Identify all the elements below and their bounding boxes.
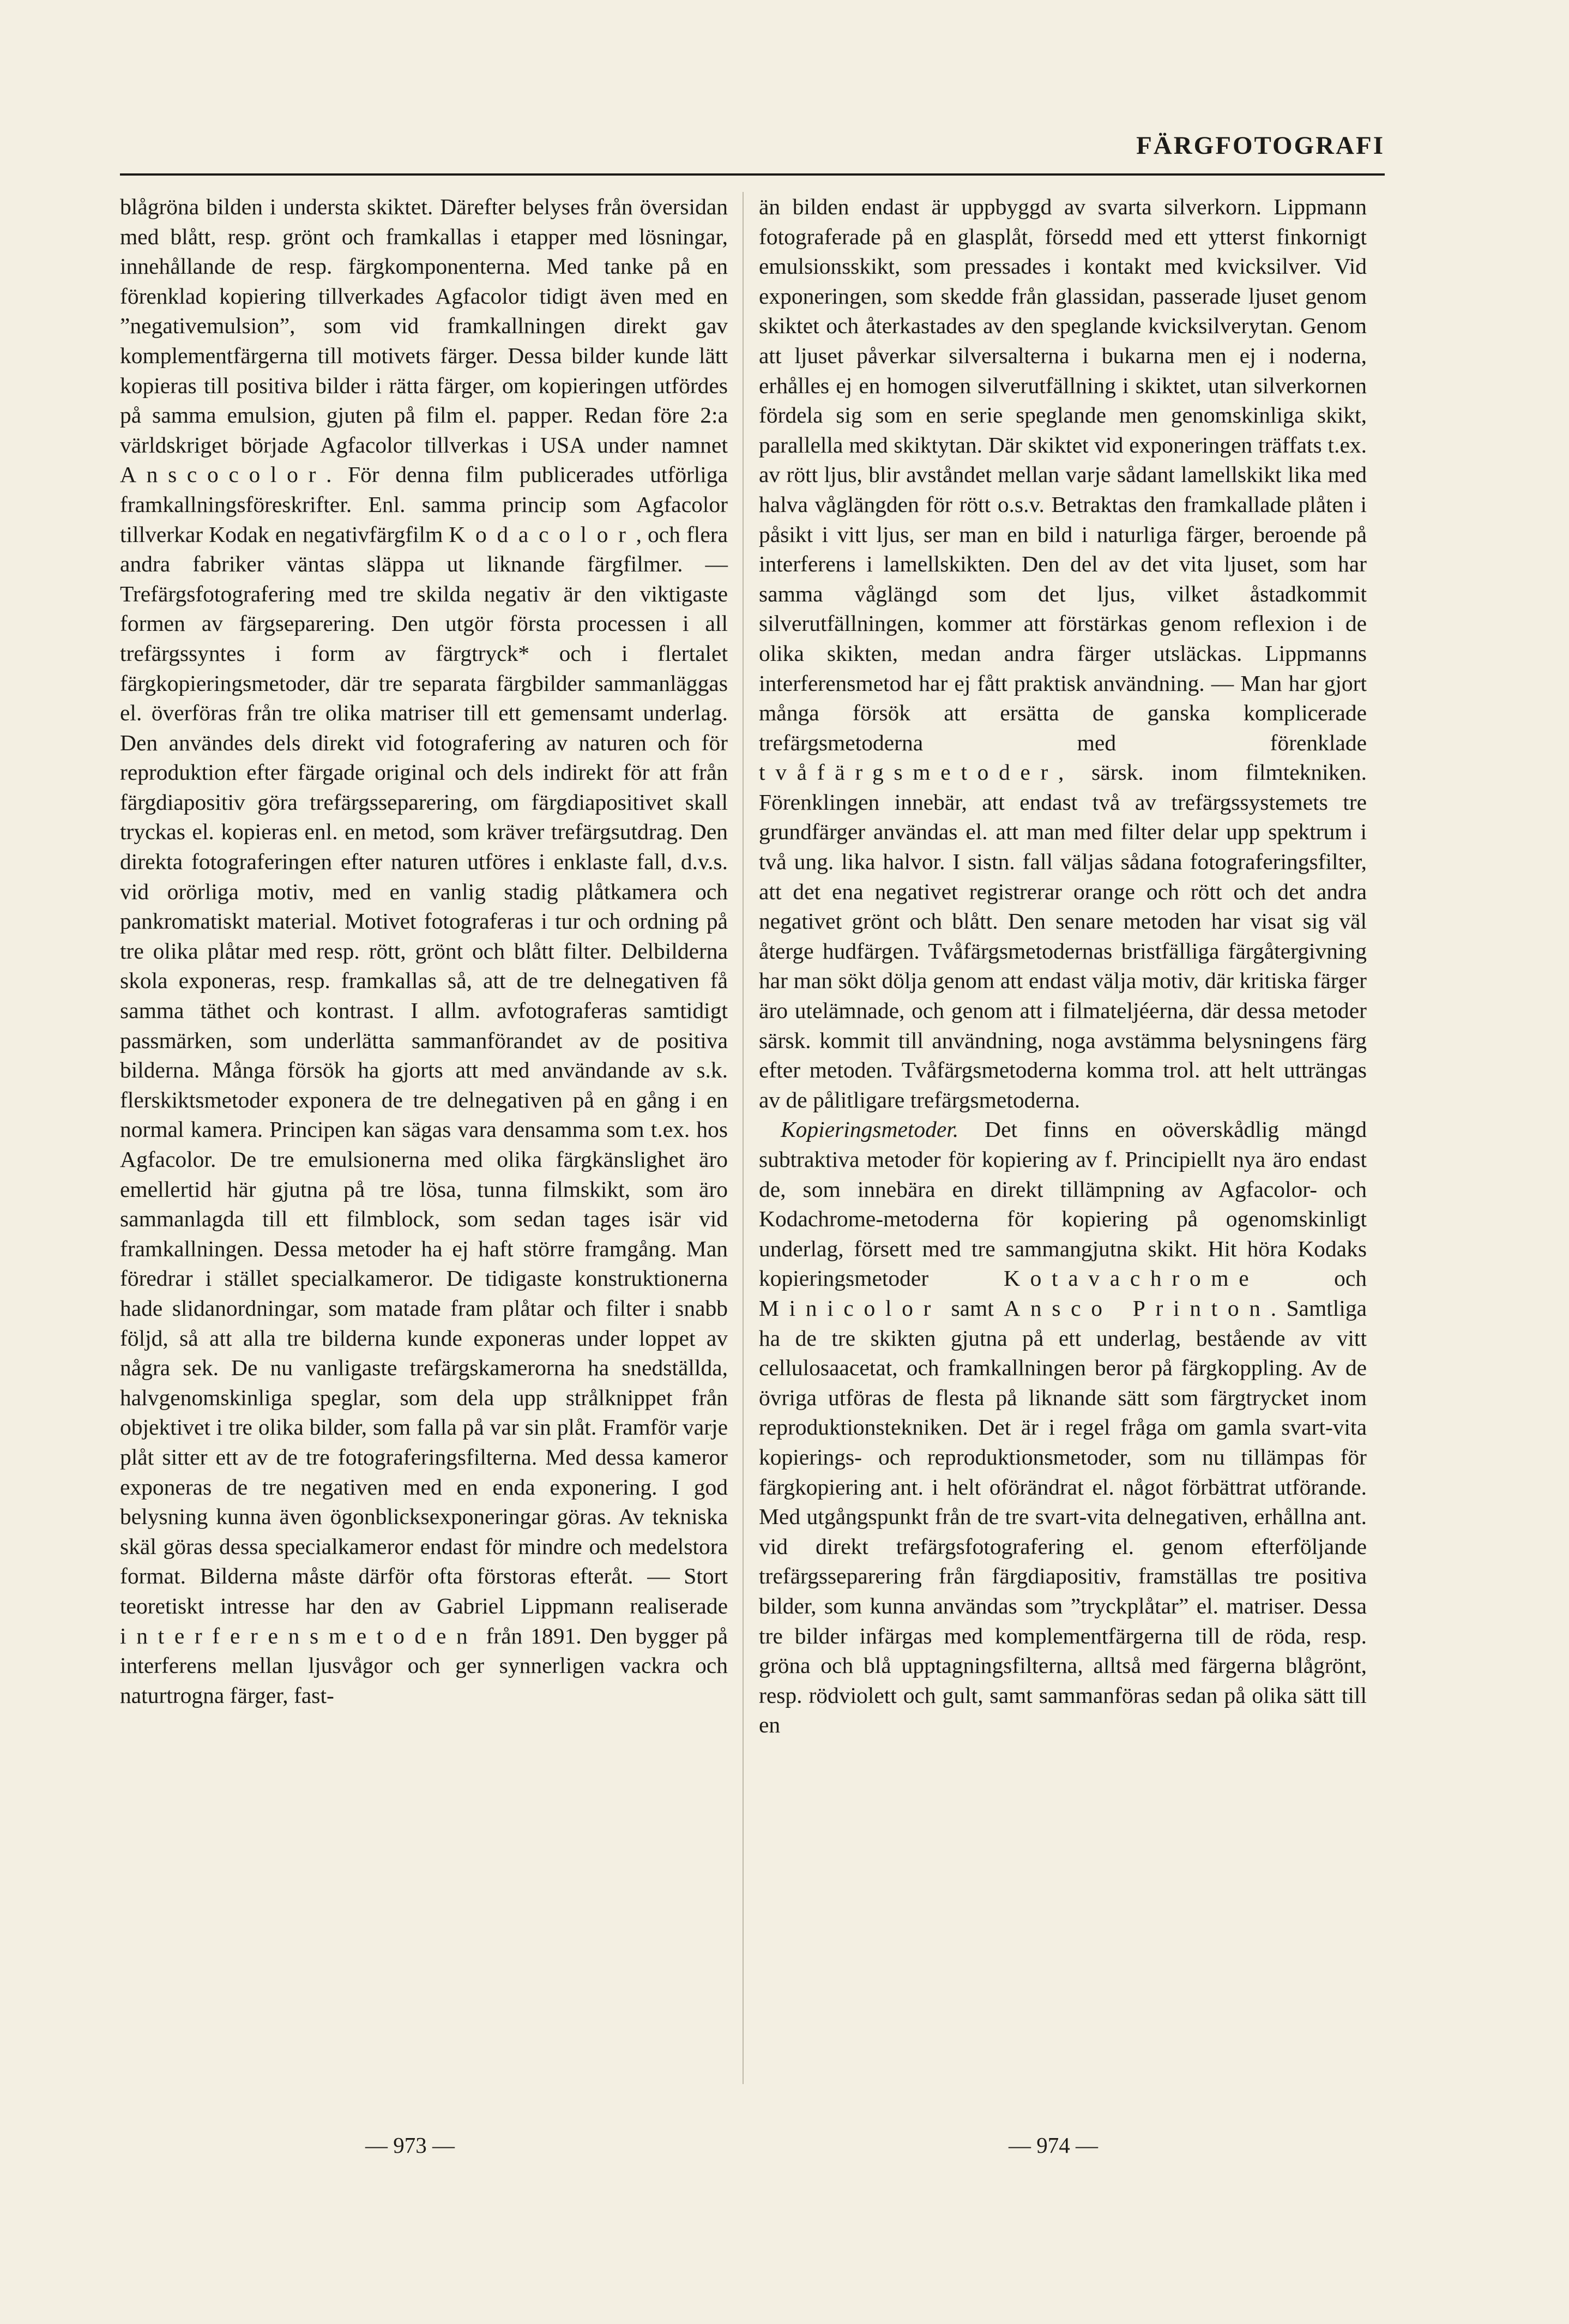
spaced-term-anscocolor: Anscocolor bbox=[120, 462, 327, 487]
running-header: FÄRGFOTOGRAFI bbox=[1136, 131, 1385, 160]
page-number-left: — 973 — bbox=[365, 2133, 455, 2158]
left-column bbox=[120, 192, 728, 1710]
spaced-term-minicolor: Minicolor bbox=[759, 1295, 942, 1321]
column-divider bbox=[743, 192, 744, 2084]
spaced-term-kotavachrome: Kotavachrome bbox=[1003, 1266, 1259, 1291]
spaced-term-kodacolor: Kodacolor bbox=[449, 521, 636, 547]
left-paragraph: blågröna bilden i understa skiktet. Därefter belyses från översidan med blått, resp. grönt och framkallas i etapper med lösningar, innehållande de resp. färgkomponenterna. Med tanke på en förenklad kopiering tillverkades Agfacolor tidigt även med en ”negativemulsion”, som vid framkallningen direkt gav komplementfärgerna till motivets färger. Dessa bilder kunde lätt kopieras till positiva bilder i rätta färger, om kopieringen utfördes på samma emulsion, gjuten på film el. papper. Redan före 2:a världskriget började Agfacolor tillverkas i USA under namnet Anscocolor. För denna film publicerades utförliga framkallningsföreskrifter. Enl. samma princip som Agfacolor tillverkar Kodak en negativfärgfilm Kodacolor, och flera andra fabriker väntas släppa ut liknande färgfilmer. — Trefärgsfotografering med tre skilda negativ är den viktigaste formen av färgseparering. Den utgör första processen i all trefärgssyntes i form av färgtryck* och i flertalet färgkopieringsmetoder, där tre separata färgbilder sammanläggas el. överföras från tre olika matriser till ett gemensamt underlag. Den användes dels direkt vid fotografering av naturen och för reproduktion efter färgade original och dels indirekt för att från färgdiapositiv göra trefärgsseparering, om färgdiapositivet skall tryckas el. kopieras enl. en metod, som kräver trefärgsutdrag. Den direkta fotograferingen efter naturen utföres i enklaste fall, d.v.s. vid orörliga motiv, med en vanlig stadig plåtkamera och pankromatiskt material. Motivet fotograferas i tur och ordning på tre olika plåtar med resp. rött, grönt och blått filter. Delbilderna skola exponeras, resp. framkallas så, att de tre delnegativen få samma täthet och kontrast. I allm. avfotograferas samtidigt passmärken, som underlätta sammanförandet av de positiva bilderna. Många försök ha gjorts att med användande av s.k. flerskiktsmetoder exponera de tre delnegativen på en gång i en normal kamera. Principen kan sägas vara densamma som t.ex. hos Agfacolor. De tre emulsionerna med olika färgkänslighet äro emellertid här gjutna på tre lösa, tunna filmskikt, som äro sammanlagda till ett filmblock, som sedan tages isär vid framkallningen. Dessa metoder ha ej haft större framgång. Man föredrar i stället specialkameror. De tidigaste konstruktionerna hade slidanordningar, som matade fram plåtar och filter i snabb följd, så att alla tre bilderna kunde exponeras under loppet av några sek. De nu vanligaste trefärgskamerorna ha snedställda, halvgenomskinliga speglar, som dela upp strålknippet från objektivet i tre olika bilder, som falla på var sin plåt. Framför varje plåt sitter ett av de tre fotograferingsfilterna. Med dessa kameror exponeras de tre negativen med en enda exponering. I god belysning kunna även ögonblicksexponeringar göras. Av tekniska skäl göras dessa specialkameror endast för mindre och medelstora format. Bilderna måste därför ofta förstoras efteråt. — Stort teoretiskt intresse har den av Gabriel Lippmann realiserade interferensmetoden från 1891. Den bygger på interferens mellan ljusvågor och ger synnerligen vackra och naturtrogna färger, fast- bbox=[120, 194, 728, 1708]
right-column bbox=[759, 192, 1367, 1740]
section-heading-kopieringsmetoder: Kopieringsmetoder. bbox=[781, 1117, 959, 1142]
right-paragraph-2: Kopieringsmetoder. Det finns en oöverskådlig mängd subtraktiva metoder för kopiering av f. Principiellt nya äro endast de, som innebära en direkt tillämpning av Agfacolor- och Kodachrome-metoderna för kopiering på ogenomskinligt underlag, försett med tre sammangjutna skikt. Hit höra Kodaks kopieringsmetoder Kotavachrome och Minicolor samt Ansco Printon. Samtliga ha de tre skikten gjutna på ett underlag, bestående av vitt cellulosaacetat, och framkallningen beror på färgkoppling. Av de övriga utföras de flesta på liknande sätt som färgtrycket inom reproduktionstekniken. Det är i regel fråga om gamla svart-vita kopierings- och reproduktionsmetoder, som nu tillämpas för färgkopiering ant. i helt oförändrat el. något förbättrat utförande. Med utgångspunkt från de tre svart-vita delnegativen, erhållna ant. vid direkt trefärgsfotografering el. genom efterföljande trefärgsseparering från färgdiapositiv, framställas tre positiva bilder, som kunna användas som ”tryckplåtar” el. matriser. Dessa tre bilder infärgas med komplementfärgerna till de röda, resp. gröna och blå upptagningsfilterna, alltså med färgerna blågrönt, resp. rödviolett och gult, samt sammanföras sedan på olika sätt till en bbox=[759, 1117, 1367, 1738]
header-rule bbox=[120, 173, 1385, 176]
spaced-term-tvafargsmetoder: tvåfärgsmetoder bbox=[759, 760, 1059, 785]
right-paragraph-1: än bilden endast är uppbyggd av svarta silverkorn. Lippmann fotograferade på en glasplåt, försedd med ett ytterst finkornigt emulsionsskikt, som pressades i kontakt med kvicksilver. Vid exponeringen, som skedde från glassidan, passerade ljuset genom skiktet och återkastades av den speglande kvicksilverytan. Genom att ljuset påverkar silversalterna i bukarna men ej i noderna, erhålles ej en homogen silverutfällning i skiktet, utan silverkornen fördela sig som en serie speglande men genomskinliga skikt, parallella med skiktytan. Där skiktet vid exponeringen träffats t.ex. av rött ljus, blir avståndet mellan varje sådant lamellskikt lika med halva våglängden för rött o.s.v. Betraktas den framkallade plåten i påsikt i vitt ljus, ser man en bild i naturliga färger, beroende på interferens i lamellskikten. Den del av det vita ljuset, som har samma våglängd som det ljus, vilket åstadkommit silverutfällningen, kommer att förstärkas genom reflexion i de olika skikten, medan andra färger utsläckas. Lippmanns interferensmetod har ej fått praktisk användning. — Man har gjort många försök att ersätta de ganska komplicerade trefärgsmetoderna med förenklade tvåfärgsmetoder, särsk. inom filmtekniken. Förenklingen innebär, att endast två av trefärgssystemets tre grundfärger användas el. att man med filter delar upp spektrum i två ung. lika halvor. I sistn. fall väljas sådana fotograferingsfilter, att det ena negativet registrerar orange och rött och det andra negativet grönt och blått. Den senare metoden har visat sig väl återge hudfärgen. Tvåfärgsmetodernas bristfälliga färgåtergivning har man sökt dölja genom att endast välja motiv, där kritiska färger äro utelämnade, och genom att i filmateljéerna, där dessa metoder särsk. kommit till användning, noga avstämma belysningens färg efter metoden. Tvåfärgsmetoderna komma trol. att helt utträngas av de pålitligare trefärgsmetoderna. bbox=[759, 194, 1367, 1112]
spaced-term-ansco-printon: Ansco Printon bbox=[1004, 1295, 1271, 1321]
spaced-term-interferensmetoden: interferensmetoden bbox=[120, 1623, 478, 1648]
page-number-right: — 974 — bbox=[1009, 2133, 1098, 2158]
